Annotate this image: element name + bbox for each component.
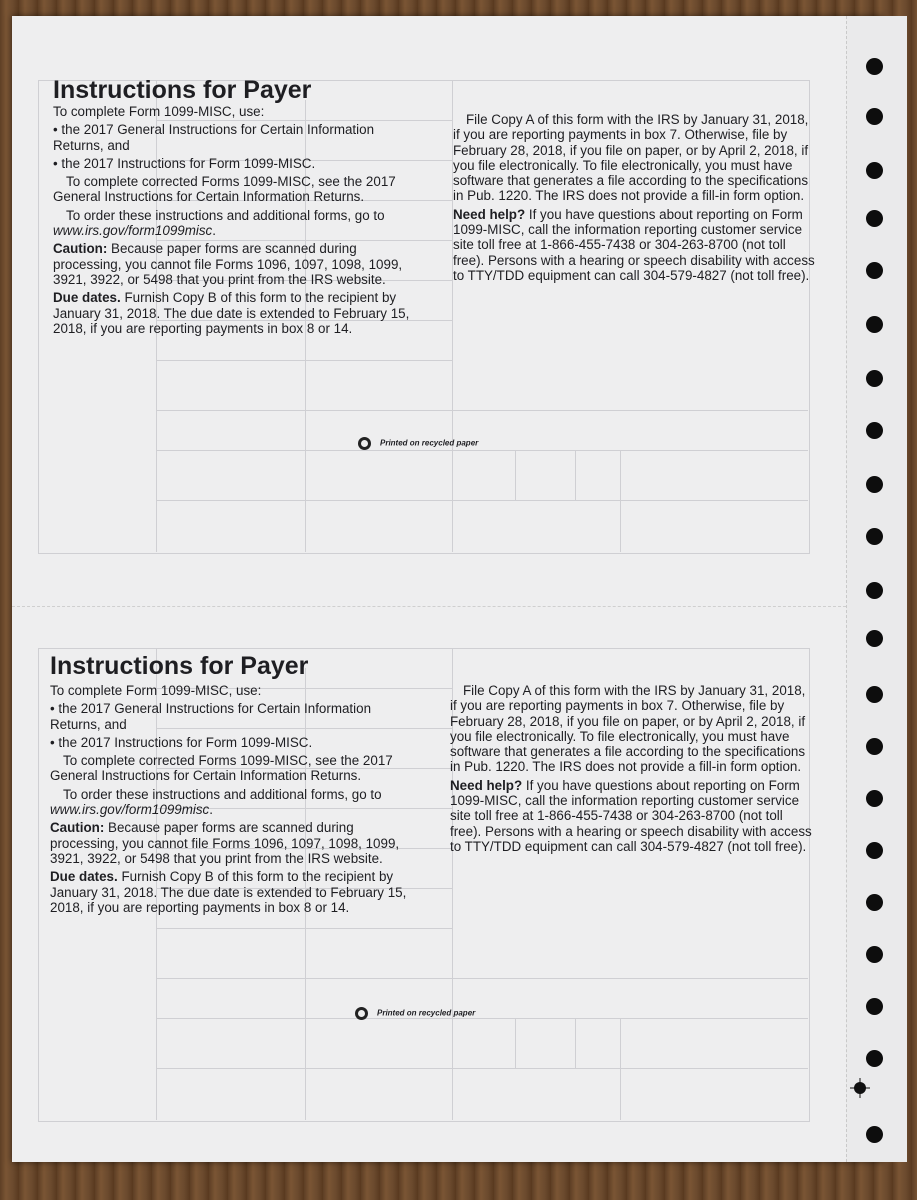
due-dates-text: Furnish Copy B of this form to the recipient by January 31, 2018. The due date is extended to February 15, 2018, if you are reporting payments in box 8 or 14. [53, 290, 410, 336]
ghost-grid-line [156, 978, 452, 979]
caution-label: Caution: [53, 241, 108, 257]
order-url-link: www.irs.gov/form1099misc [50, 802, 210, 818]
bullet-form-instructions: • the 2017 Instructions for Form 1099-MISC. [53, 155, 316, 171]
order-text: To order these instructions and additional forms, go to [63, 786, 382, 802]
ghost-grid-line [156, 360, 452, 361]
order-url-link: www.irs.gov/form1099misc [53, 223, 213, 239]
recycled-paper-note [358, 437, 478, 450]
due-dates-paragraph [50, 869, 418, 915]
feed-hole [866, 476, 883, 493]
feed-hole [866, 738, 883, 755]
bullet-general-instructions: • the 2017 General Instructions for Certain Information Returns, and [53, 122, 375, 153]
feed-hole [866, 370, 883, 387]
feed-hole [866, 946, 883, 963]
need-help-paragraph [450, 778, 812, 854]
recycled-text: Printed on recycled paper [377, 1008, 476, 1018]
feed-hole [866, 1050, 883, 1067]
feed-hole [866, 842, 883, 859]
corrected-forms-text: To complete corrected Forms 1099-MISC, see the 2017 General Instructions for Certain Information Returns. [53, 174, 396, 205]
page-title: Instructions for Payer [50, 652, 309, 680]
recycled-text: Printed on recycled paper [380, 438, 479, 448]
ghost-grid-line [515, 450, 516, 500]
feed-hole [866, 686, 883, 703]
bullet-form-instructions: • the 2017 Instructions for Form 1099-MISC. [50, 734, 313, 750]
need-help-text: If you have questions about reporting on Form 1099-MISC, call the information reporting customer service site toll free at 1-866-455-7438 or 304-263-8700 (not toll free). Persons with a hearing or speech disability with access to TTY/TDD equipment can call 304-579-4827 (not toll free). [453, 206, 815, 283]
ghost-grid-line [452, 1068, 808, 1069]
recycle-icon [355, 1007, 368, 1020]
caution-paragraph [53, 241, 421, 287]
left-instructions-column [50, 683, 418, 918]
feed-hole [866, 262, 883, 279]
due-dates-label: Due dates. [53, 290, 121, 306]
feed-hole [866, 790, 883, 807]
order-instructions [53, 208, 421, 239]
ghost-grid-line [452, 500, 808, 501]
feed-hole [866, 422, 883, 439]
ghost-grid-line [156, 500, 452, 501]
ghost-grid-line [156, 1068, 452, 1069]
order-text: To order these instructions and additional forms, go to [66, 207, 385, 223]
caution-paragraph [50, 820, 418, 866]
due-dates-label: Due dates. [50, 869, 118, 885]
file-copy-a-text: File Copy A of this form with the IRS by January 31, 2018, if you are reporting payments in box 7. Otherwise, file by February 28, 2018, if you file on paper, or by April 2, 2018, if you file electronically. To file electronically, you must have software that generates a file according to the specifications in Pub. 1220. The IRS does not provide a fill-in form option. [453, 112, 809, 204]
intro-text: To complete Form 1099-MISC, use: [53, 104, 265, 119]
caution-text: Because paper forms are scanned during processing, you cannot file Forms 1096, 1097, 1098, 1099, 3921, 3922, or 5498 that you print from the IRS website. [53, 241, 403, 287]
feed-hole [866, 210, 883, 227]
need-help-text: If you have questions about reporting on Form 1099-MISC, call the information reporting customer service site toll free at 1-866-455-7438 or 304-263-8700 (not toll free). Persons with a hearing or speech disability with access to TTY/TDD equipment can call 304-579-4827 (not toll free). [450, 777, 812, 854]
right-instructions-column [453, 112, 815, 286]
feed-hole [866, 998, 883, 1015]
due-dates-text: Furnish Copy B of this form to the recipient by January 31, 2018. The due date is extended to February 15, 2018, if you are reporting payments in box 8 or 14. [50, 869, 407, 915]
feed-hole [866, 582, 883, 599]
feed-hole [866, 1126, 883, 1143]
order-instructions [50, 787, 418, 818]
ghost-grid-line [452, 450, 808, 451]
ghost-grid-line [620, 450, 621, 552]
need-help-label: Need help? [453, 206, 526, 222]
feed-hole [866, 894, 883, 911]
feed-hole [866, 528, 883, 545]
feed-hole [866, 58, 883, 75]
ghost-grid-line [515, 1018, 516, 1068]
ghost-grid-line [620, 1018, 621, 1120]
left-instructions-column [53, 104, 421, 339]
ghost-grid-line [452, 1018, 808, 1019]
file-copy-a-text: File Copy A of this form with the IRS by January 31, 2018, if you are reporting payments in box 7. Otherwise, file by February 28, 2018, if you file on paper, or by April 2, 2018, if you file electronically. To file electronically, you must have software that generates a file according to the specifications in Pub. 1220. The IRS does not provide a fill-in form option. [450, 683, 806, 775]
registration-mark-icon [850, 1078, 870, 1098]
order-suffix: . [209, 802, 213, 818]
ghost-grid-line [452, 410, 808, 411]
feed-hole [866, 108, 883, 125]
intro-text: To complete Form 1099-MISC, use: [50, 683, 262, 698]
ghost-grid-line [156, 928, 452, 929]
recycle-icon [358, 437, 371, 450]
corrected-forms-text: To complete corrected Forms 1099-MISC, see the 2017 General Instructions for Certain Information Returns. [50, 753, 393, 784]
due-dates-paragraph [53, 290, 421, 336]
ghost-grid-line [156, 410, 452, 411]
need-help-label: Need help? [450, 777, 523, 793]
need-help-paragraph [453, 207, 815, 283]
caution-label: Caution: [50, 820, 105, 836]
caution-text: Because paper forms are scanned during processing, you cannot file Forms 1096, 1097, 1098, 1099, 3921, 3922, or 5498 that you print from the IRS website. [50, 820, 400, 866]
feed-hole [866, 316, 883, 333]
page-title: Instructions for Payer [53, 76, 312, 104]
right-instructions-column [450, 683, 812, 857]
perforation-line [12, 606, 846, 607]
order-suffix: . [212, 223, 216, 239]
bullet-general-instructions: • the 2017 General Instructions for Certain Information Returns, and [50, 701, 372, 732]
feed-hole [866, 630, 883, 647]
ghost-grid-line [156, 450, 452, 451]
ghost-grid-line [575, 1018, 576, 1068]
ghost-grid-line [452, 978, 808, 979]
ghost-grid-line [575, 450, 576, 500]
recycled-paper-note [355, 1007, 475, 1020]
feed-hole [866, 162, 883, 179]
